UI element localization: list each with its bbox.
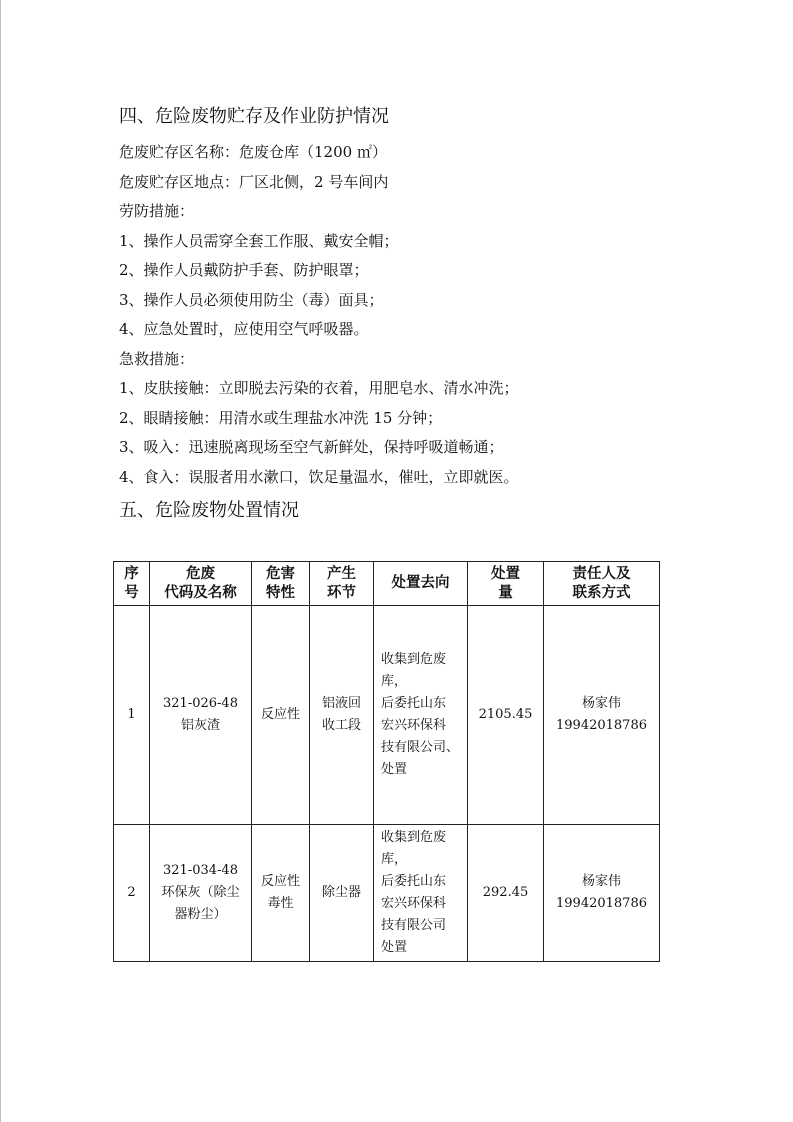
cell-hazard-property: 反应性 毒性 [252,825,310,962]
cell-responsible-contact: 杨家伟 19942018786 [544,606,660,825]
header-disposal-destination: 处置去向 [374,562,468,606]
cell-disposal-amount: 2105.45 [468,606,544,825]
labor-protection-item: 1、操作人员需穿全套工作服、戴安全帽； [119,231,399,250]
header-responsible-contact: 责任人及 联系方式 [544,562,660,606]
cell-hazard-property: 反应性 [252,606,310,825]
document-body [119,102,679,526]
cell-generation-step: 除尘器 [310,825,374,962]
first-aid-heading: 急救措施： [119,349,195,368]
cell-disposal-destination: 收集到危废 库， 后委托山东 宏兴环保科 技有限公司、 处置 [374,606,468,825]
cell-serial: 2 [114,825,150,962]
storage-area-location: 危废贮存区地点：厂区北侧，2 号车间内 [119,172,389,191]
cell-waste-code-name: 321-034-48 环保灰（除尘 器粉尘） [150,825,252,962]
header-generation-step: 产生 环节 [310,562,374,606]
table-row [114,825,660,962]
cell-waste-code-name: 321-026-48 铝灰渣 [150,606,252,825]
header-waste-code-name: 危废 代码及名称 [150,562,252,606]
first-aid-item: 1、皮肤接触：立即脱去污染的衣着，用肥皂水、清水冲洗； [119,379,519,397]
hazardous-waste-disposal-table [113,561,660,962]
first-aid-item: 2、眼睛接触：用清水或生理盐水冲洗 15 分钟； [119,408,443,427]
table-row [114,606,660,825]
page-border [0,0,1,1122]
header-hazard-property: 危害 特性 [252,562,310,606]
cell-disposal-amount: 292.45 [468,825,544,962]
section-5-title: 五、危险废物处置情况 [119,500,299,521]
cell-generation-step: 铝液回 收工段 [310,606,374,825]
header-serial: 序 号 [114,562,150,606]
storage-area-name: 危废贮存区名称：危废仓库（1200 ㎡） [119,143,387,161]
cell-disposal-destination: 收集到危废 库， 后委托山东 宏兴环保科 技有限公司 处置 [374,825,468,962]
cell-responsible-contact: 杨家伟 19942018786 [544,825,660,962]
labor-protection-item: 4、应急处置时，应使用空气呼吸器。 [119,320,369,338]
labor-protection-heading: 劳防措施： [119,202,195,220]
first-aid-item: 3、吸入：迅速脱离现场至空气新鲜处，保持呼吸道畅通； [119,438,504,456]
labor-protection-item: 3、操作人员必须使用防尘（毒）面具； [119,290,384,309]
labor-protection-item: 2、操作人员戴防护手套、防护眼罩； [119,261,369,279]
header-disposal-amount: 处置 量 [468,562,544,606]
section-4-title: 四、危险废物贮存及作业防护情况 [119,106,389,127]
cell-serial: 1 [114,606,150,825]
first-aid-item: 4、食入：误服者用水漱口，饮足量温水，催吐，立即就医。 [119,467,519,486]
table-header-row [114,562,660,606]
